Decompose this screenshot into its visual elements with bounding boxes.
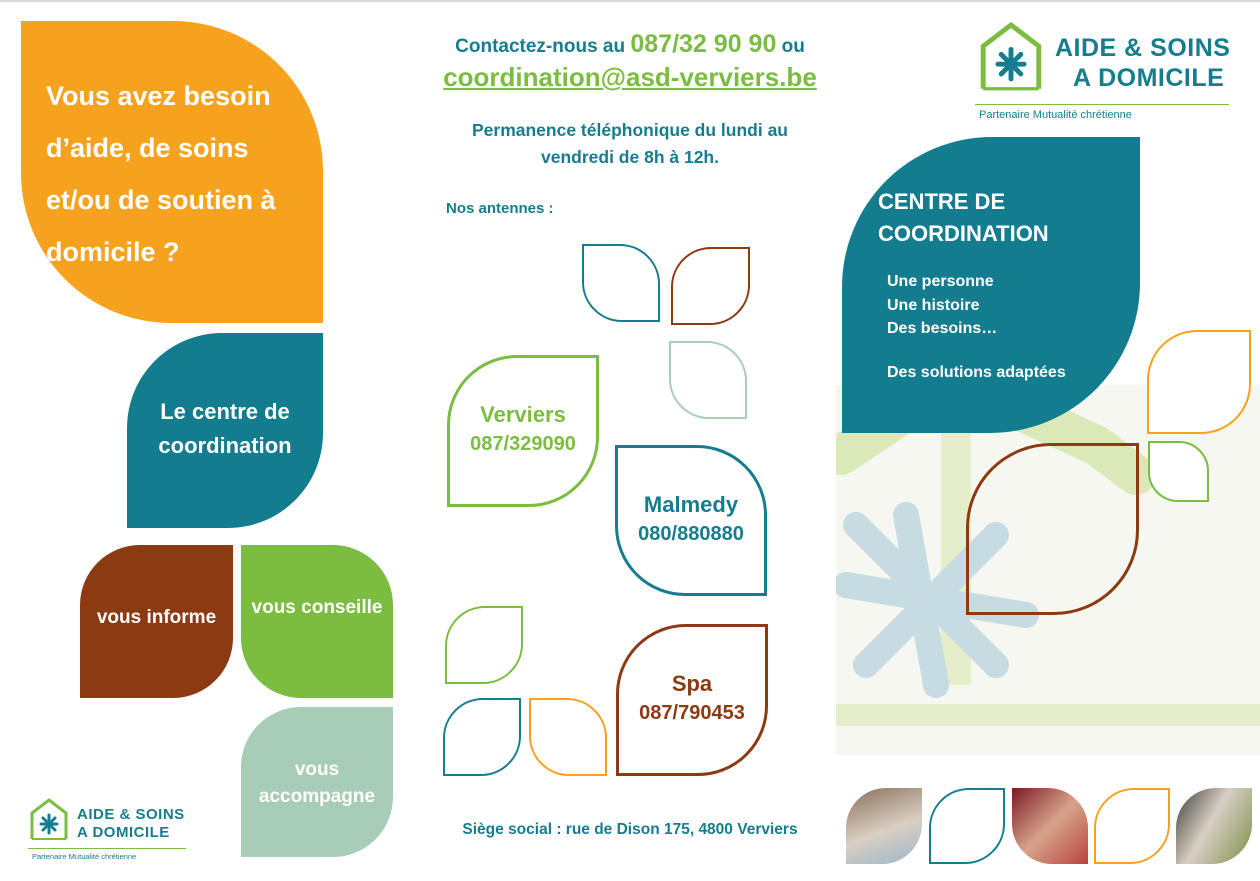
deco-leaf-teal-bottom <box>929 788 1005 864</box>
green-leaf <box>241 545 393 698</box>
logo-tagline-large: Partenaire Mutualité chrétienne <box>979 109 1132 121</box>
contact-suffix: ou <box>781 36 805 57</box>
permanence-text: Permanence téléphonique du lundi au vendredi de 8h à 12h. <box>471 120 789 167</box>
logo-divider-large <box>975 104 1229 105</box>
antenne-malmedy-name: Malmedy <box>643 492 739 517</box>
conseille-text: vous conseille <box>251 597 383 618</box>
antenne-spa-name: Spa <box>671 671 713 696</box>
logo-line2: A DOMICILE <box>77 824 170 841</box>
centre-spacer <box>887 341 1127 361</box>
logo-large <box>975 20 1235 125</box>
antennes-label: Nos antennes : <box>446 200 554 217</box>
antenne-verviers-name: Verviers <box>480 402 566 427</box>
photo-caregiver <box>846 788 922 864</box>
antenne-verviers-leaf <box>447 355 599 507</box>
deco-leaf-orange <box>529 698 607 776</box>
antenne-malmedy-leaf <box>615 445 767 596</box>
centre-line-1: Une personne <box>887 273 994 290</box>
logo-tagline: Partenaire Mutualité chrétienne <box>32 852 137 861</box>
antenne-spa-phone[interactable]: 087/790453 <box>639 702 745 724</box>
centre-lines <box>887 270 1127 384</box>
siege-social: Siège social : rue de Dison 175, 4800 Verviers <box>462 821 798 838</box>
deco-leaf-orange-right <box>1147 330 1251 434</box>
deco-leaf-brown-right <box>966 443 1139 615</box>
centre-line-2: Une histoire <box>887 296 980 314</box>
deco-leaf-orange-bottom <box>1094 788 1170 864</box>
accompagne-text: vous accompagne <box>258 759 376 807</box>
logo-small <box>28 797 188 867</box>
centre-line-4: Des solutions adaptées <box>887 363 1066 381</box>
antenne-malmedy-phone[interactable]: 080/880880 <box>638 523 744 545</box>
deco-leaf-green <box>445 606 523 684</box>
logo-line2-large: A DOMICILE <box>1073 64 1225 92</box>
house-star-icon <box>975 20 1047 92</box>
centre-label: Le centre de coordination <box>158 399 292 458</box>
logo-divider <box>28 848 186 849</box>
deco-leaf-green-right <box>1148 441 1209 502</box>
antenne-verviers-phone[interactable]: 087/329090 <box>470 433 576 455</box>
contact-phone[interactable]: 087/32 90 90 <box>630 30 777 58</box>
centre-title: CENTRE DE COORDINATION <box>878 189 1049 246</box>
headline: Vous avez besoin d’aide, de soins et/ou de soutien à domicile ? <box>46 81 276 267</box>
deco-leaf-teal-2 <box>443 698 521 776</box>
informe-text: vous informe <box>96 607 217 628</box>
contact-email-link[interactable]: coordination@asd-verviers.be <box>443 62 817 92</box>
centre-line-3: Des besoins… <box>887 320 998 337</box>
contact-prefix: Contactez-nous au <box>455 36 626 57</box>
deco-leaf-teal <box>582 244 660 322</box>
top-divider <box>0 0 1260 2</box>
photo-elderly-woman <box>1176 788 1252 864</box>
deco-leaf-mint <box>669 341 747 419</box>
photo-hands <box>1012 788 1088 864</box>
deco-leaf-brown <box>671 247 750 325</box>
contact-line <box>420 30 840 59</box>
antenne-spa-leaf <box>616 624 768 776</box>
logo-line1-large: AIDE & SOINS <box>1055 34 1231 62</box>
house-star-icon <box>28 797 70 841</box>
logo-line1: AIDE & SOINS <box>77 806 185 823</box>
